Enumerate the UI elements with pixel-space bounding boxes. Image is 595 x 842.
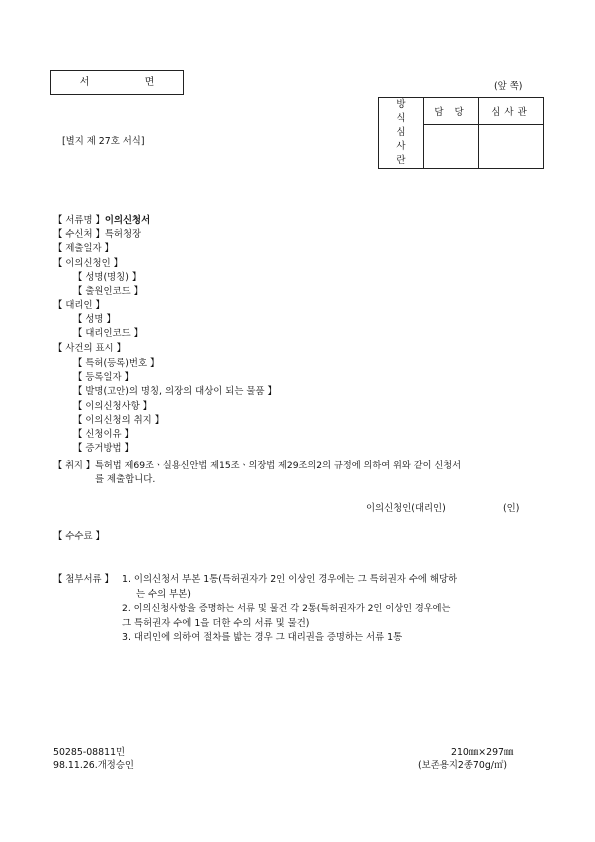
recipient-line: 【 수신처 】특허청장 [53,229,142,240]
applicant-name-line: 【 성명(명칭) 】 [73,272,142,283]
applicant-line: 【 이의신청인 】 [53,258,123,269]
attachment-item: 1. 이의신청서 부본 1통(특허권자가 2인 이상인 경우에는 그 특허권자 수에 해당하 [122,574,458,585]
approval-staff-cell [424,125,479,169]
submit-date-line: 【 제출일자 】 [53,243,114,254]
case-item: 【 이의신청의 취지 】 [73,415,165,426]
agent-code-line: 【 대리인코드 】 [73,328,143,339]
case-line: 【 사건의 표시 】 [53,343,126,354]
case-item: 【 등록일자 】 [73,372,134,383]
signer-label: 이의신청인(대리인) [366,503,446,514]
doc-name-value: 이의신청서 [104,215,151,226]
form-number: [별지 제 27호 서식] [62,136,145,147]
attachment-item: 3. 대리인에 의하여 절차를 밟는 경우 그 대리권을 증명하는 서류 1통 [122,632,403,643]
case-item: 【 이의신청사항 】 [73,401,153,412]
case-item: 【 특허(등록)번호 】 [73,358,160,369]
attachment-item-cont: 는 수의 부본) [136,589,191,600]
doc-name-line: 【 서류명 】이의신청서 [53,215,151,226]
case-item: 【 신청이유 】 [73,429,134,440]
approval-box [378,97,544,169]
approval-col-staff: 담 당 [424,98,479,125]
agent-name-line: 【 성명 】 [73,314,116,325]
purpose-line-2: 를 제출합니다. [95,474,156,485]
case-item: 【 발명(고안)의 명칭, 의장의 대상이 되는 물품 】 [73,386,277,397]
agent-line: 【 대리인 】 [53,300,105,311]
seal-mark: (인) [503,503,520,514]
purpose-line-1: 【 취지 】특허법 제69조ㆍ실용신안법 제15조ㆍ의장법 제29조의2의 규정에 의하여 위와 같이 신청서 [53,460,462,471]
attachment-item-cont: 그 특허권자 수에 1을 더한 수의 서류 및 물건) [122,618,310,629]
footer-size: 210㎜×297㎜ [451,747,514,758]
attach-label: 【 첨부서류 】 [53,574,114,585]
approval-col-examiner: 심사관 [479,98,544,125]
applicant-code-line: 【 출원인코드 】 [73,286,143,297]
fee-line: 【 수수료 】 [53,531,105,542]
attachment-item: 2. 이의신청사항을 증명하는 서류 및 물건 각 2통(특허권자가 2인 이상인 경우에는 [122,603,451,614]
footer-approval-date: 98.11.26.개정승인 [53,760,134,771]
case-item: 【 증거방법 】 [73,443,134,454]
footer-code: 50285-08811민 [53,747,126,758]
approval-side-label: 방 식 심 사 란 [379,98,424,169]
approval-examiner-cell [479,125,544,169]
front-side-label: (앞 쪽) [494,81,523,92]
form-title: 서 면 [50,70,184,95]
footer-paper: (보존용지2종70g/㎡) [418,760,507,771]
